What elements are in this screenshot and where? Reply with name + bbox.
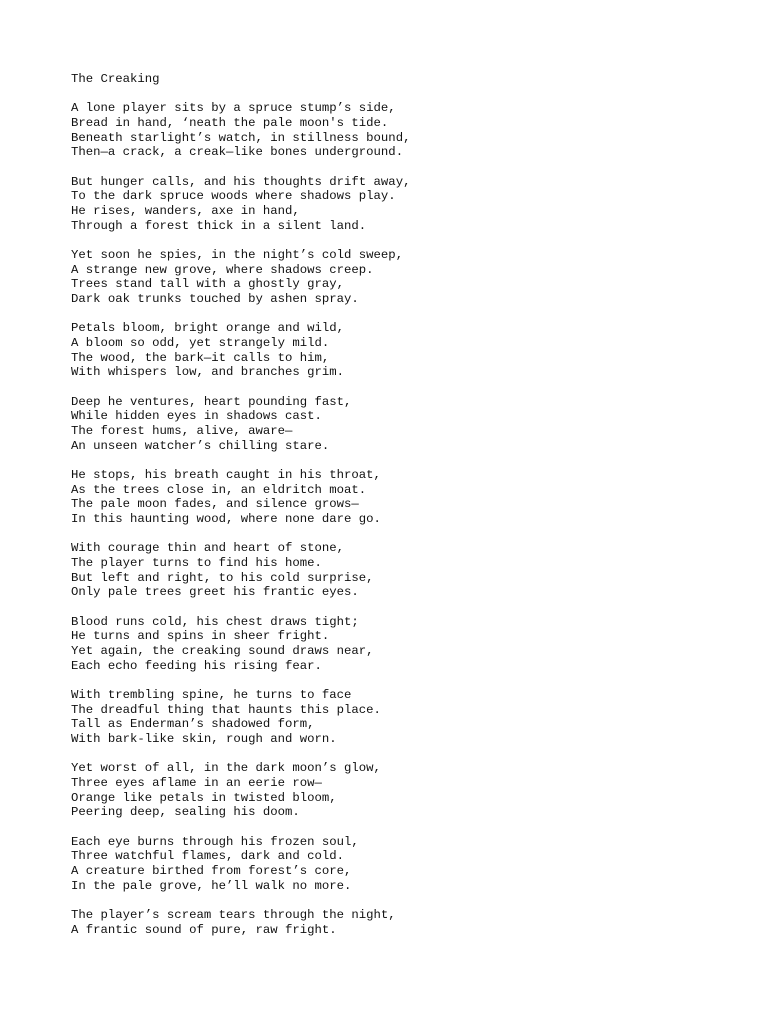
poem-line: The player’s scream tears through the night,	[71, 908, 396, 923]
poem-line: As the trees close in, an eldritch moat.	[71, 482, 367, 497]
poem-line: With courage thin and heart of stone,	[71, 541, 345, 556]
poem-stanza	[71, 101, 731, 160]
poem-line: A creature birthed from forest’s core,	[71, 864, 352, 879]
poem-line: Blood runs cold, his chest draws tight;	[71, 614, 359, 629]
poem-line: Each echo feeding his rising fear.	[71, 658, 322, 673]
poem-line: Only pale trees greet his frantic eyes.	[71, 585, 359, 600]
poem-stanza	[71, 835, 731, 894]
poem-line: To the dark spruce woods where shadows play.	[71, 189, 396, 204]
poem-line: The wood, the bark—it calls to him,	[71, 350, 330, 365]
poem-stanza	[71, 175, 731, 234]
poem-line: Yet worst of all, in the dark moon’s glow,	[71, 761, 381, 776]
poem-stanza	[71, 321, 731, 380]
poem-line: A bloom so odd, yet strangely mild.	[71, 336, 330, 351]
poem-line: Three watchful flames, dark and cold.	[71, 849, 345, 864]
poem-line: A strange new grove, where shadows creep.	[71, 262, 374, 277]
poem-line: Tall as Enderman’s shadowed form,	[71, 717, 315, 732]
poem-line: Each eye burns through his frozen soul,	[71, 834, 359, 849]
poem-line: Beneath starlight’s watch, in stillness bound,	[71, 130, 411, 145]
poem-line: Peering deep, sealing his doom.	[71, 805, 300, 820]
poem-line: Yet again, the creaking sound draws near,	[71, 644, 374, 659]
poem-line: While hidden eyes in shadows cast.	[71, 409, 322, 424]
poem-line: Then—a crack, a creak—like bones underground.	[71, 145, 404, 160]
poem-line: With bark-like skin, rough and worn.	[71, 732, 337, 747]
poem-line: In this haunting wood, where none dare go.	[71, 512, 381, 527]
poem-line: But hunger calls, and his thoughts drift away,	[71, 174, 411, 189]
poem-line: He turns and spins in sheer fright.	[71, 629, 330, 644]
document-page	[71, 72, 731, 937]
poem-stanza	[71, 908, 731, 937]
poem-stanza	[71, 468, 731, 527]
poem-line: The pale moon fades, and silence grows—	[71, 497, 359, 512]
poem-line: Orange like petals in twisted bloom,	[71, 790, 337, 805]
poem-line: Through a forest thick in a silent land.	[71, 218, 367, 233]
poem-body	[71, 101, 731, 937]
poem-stanza	[71, 248, 731, 307]
poem-line: The forest hums, alive, aware—	[71, 424, 293, 439]
poem-line: The dreadful thing that haunts this place.	[71, 702, 381, 717]
poem-line: An unseen watcher’s chilling stare.	[71, 438, 330, 453]
poem-stanza	[71, 395, 731, 454]
poem-title: The Creaking	[71, 72, 160, 86]
poem-line: With whispers low, and branches grim.	[71, 365, 345, 380]
poem-line: Petals bloom, bright orange and wild,	[71, 321, 345, 336]
poem-line: Yet soon he spies, in the night’s cold sweep,	[71, 247, 404, 262]
poem-stanza	[71, 615, 731, 674]
poem-line: He rises, wanders, axe in hand,	[71, 204, 300, 219]
poem-line: In the pale grove, he’ll walk no more.	[71, 878, 352, 893]
poem-line: Deep he ventures, heart pounding fast,	[71, 394, 352, 409]
poem-line: A frantic sound of pure, raw fright.	[71, 922, 337, 937]
poem-stanza	[71, 761, 731, 820]
poem-line: Three eyes aflame in an eerie row—	[71, 776, 322, 791]
poem-stanza	[71, 688, 731, 747]
poem-line: Trees stand tall with a ghostly gray,	[71, 277, 345, 292]
poem-line: Bread in hand, ‘neath the pale moon's tide.	[71, 115, 389, 130]
poem-line: With trembling spine, he turns to face	[71, 688, 352, 703]
poem-stanza	[71, 541, 731, 600]
poem-line: Dark oak trunks touched by ashen spray.	[71, 292, 359, 307]
poem-line: The player turns to find his home.	[71, 556, 322, 571]
poem-line: He stops, his breath caught in his throat,	[71, 468, 381, 483]
poem-line: A lone player sits by a spruce stump’s side,	[71, 101, 396, 116]
poem-line: But left and right, to his cold surprise,	[71, 570, 374, 585]
